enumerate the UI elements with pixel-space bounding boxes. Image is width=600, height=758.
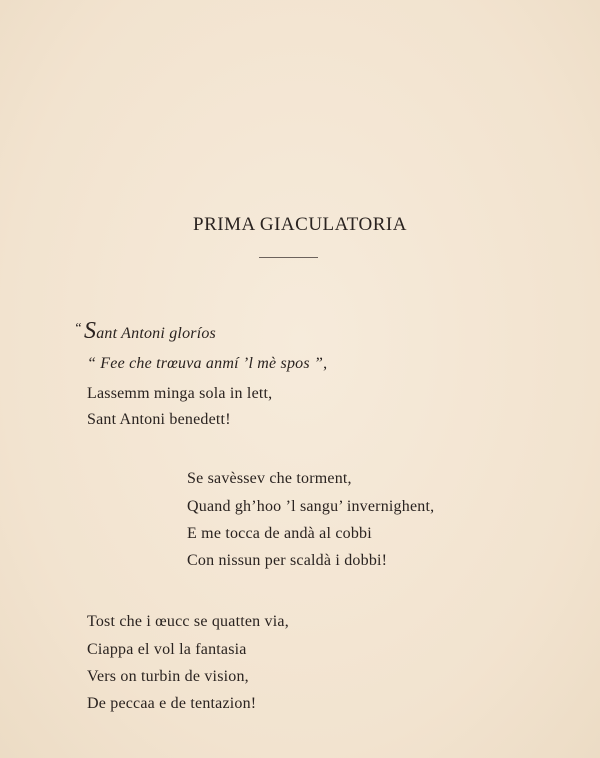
opening-quote: “ xyxy=(74,321,82,336)
stanza1-line4: Sant Antoni benedett! xyxy=(87,411,231,428)
stanza3-line4: De peccaa e de tentazion! xyxy=(87,695,257,712)
stanza2-line2: Quand gh’hoo ’l sangu’ invernighent, xyxy=(187,498,435,515)
stanza2-line4: Con nissun per scaldà i dobbi! xyxy=(187,552,388,569)
stanza1-line2-comma: , xyxy=(323,355,328,372)
title-divider xyxy=(259,257,318,258)
stanza1-line1-text: ant Antoni gloríos xyxy=(96,325,216,342)
stanza3-line3: Vers on turbin de vision, xyxy=(87,668,249,685)
stanza1-line2-text: “ Fee che trœuva anmí ’l mè spos ” xyxy=(87,355,324,372)
poem-title: PRIMA GIACULATORIA xyxy=(193,214,407,235)
stanza2-line1: Se savèssev che torment, xyxy=(187,470,352,487)
stanza3-line1: Tost che i œucc se quatten via, xyxy=(87,613,289,630)
stanza1-line3: Lassemm minga sola in lett, xyxy=(87,385,273,402)
stanza1-line2 xyxy=(87,355,327,373)
stanza1-line1 xyxy=(74,319,216,343)
initial-letter: S xyxy=(84,318,97,344)
stanza2-line3: E me tocca de andà al cobbi xyxy=(187,525,372,542)
stanza3-line2: Ciappa el vol la fantasia xyxy=(87,641,247,658)
